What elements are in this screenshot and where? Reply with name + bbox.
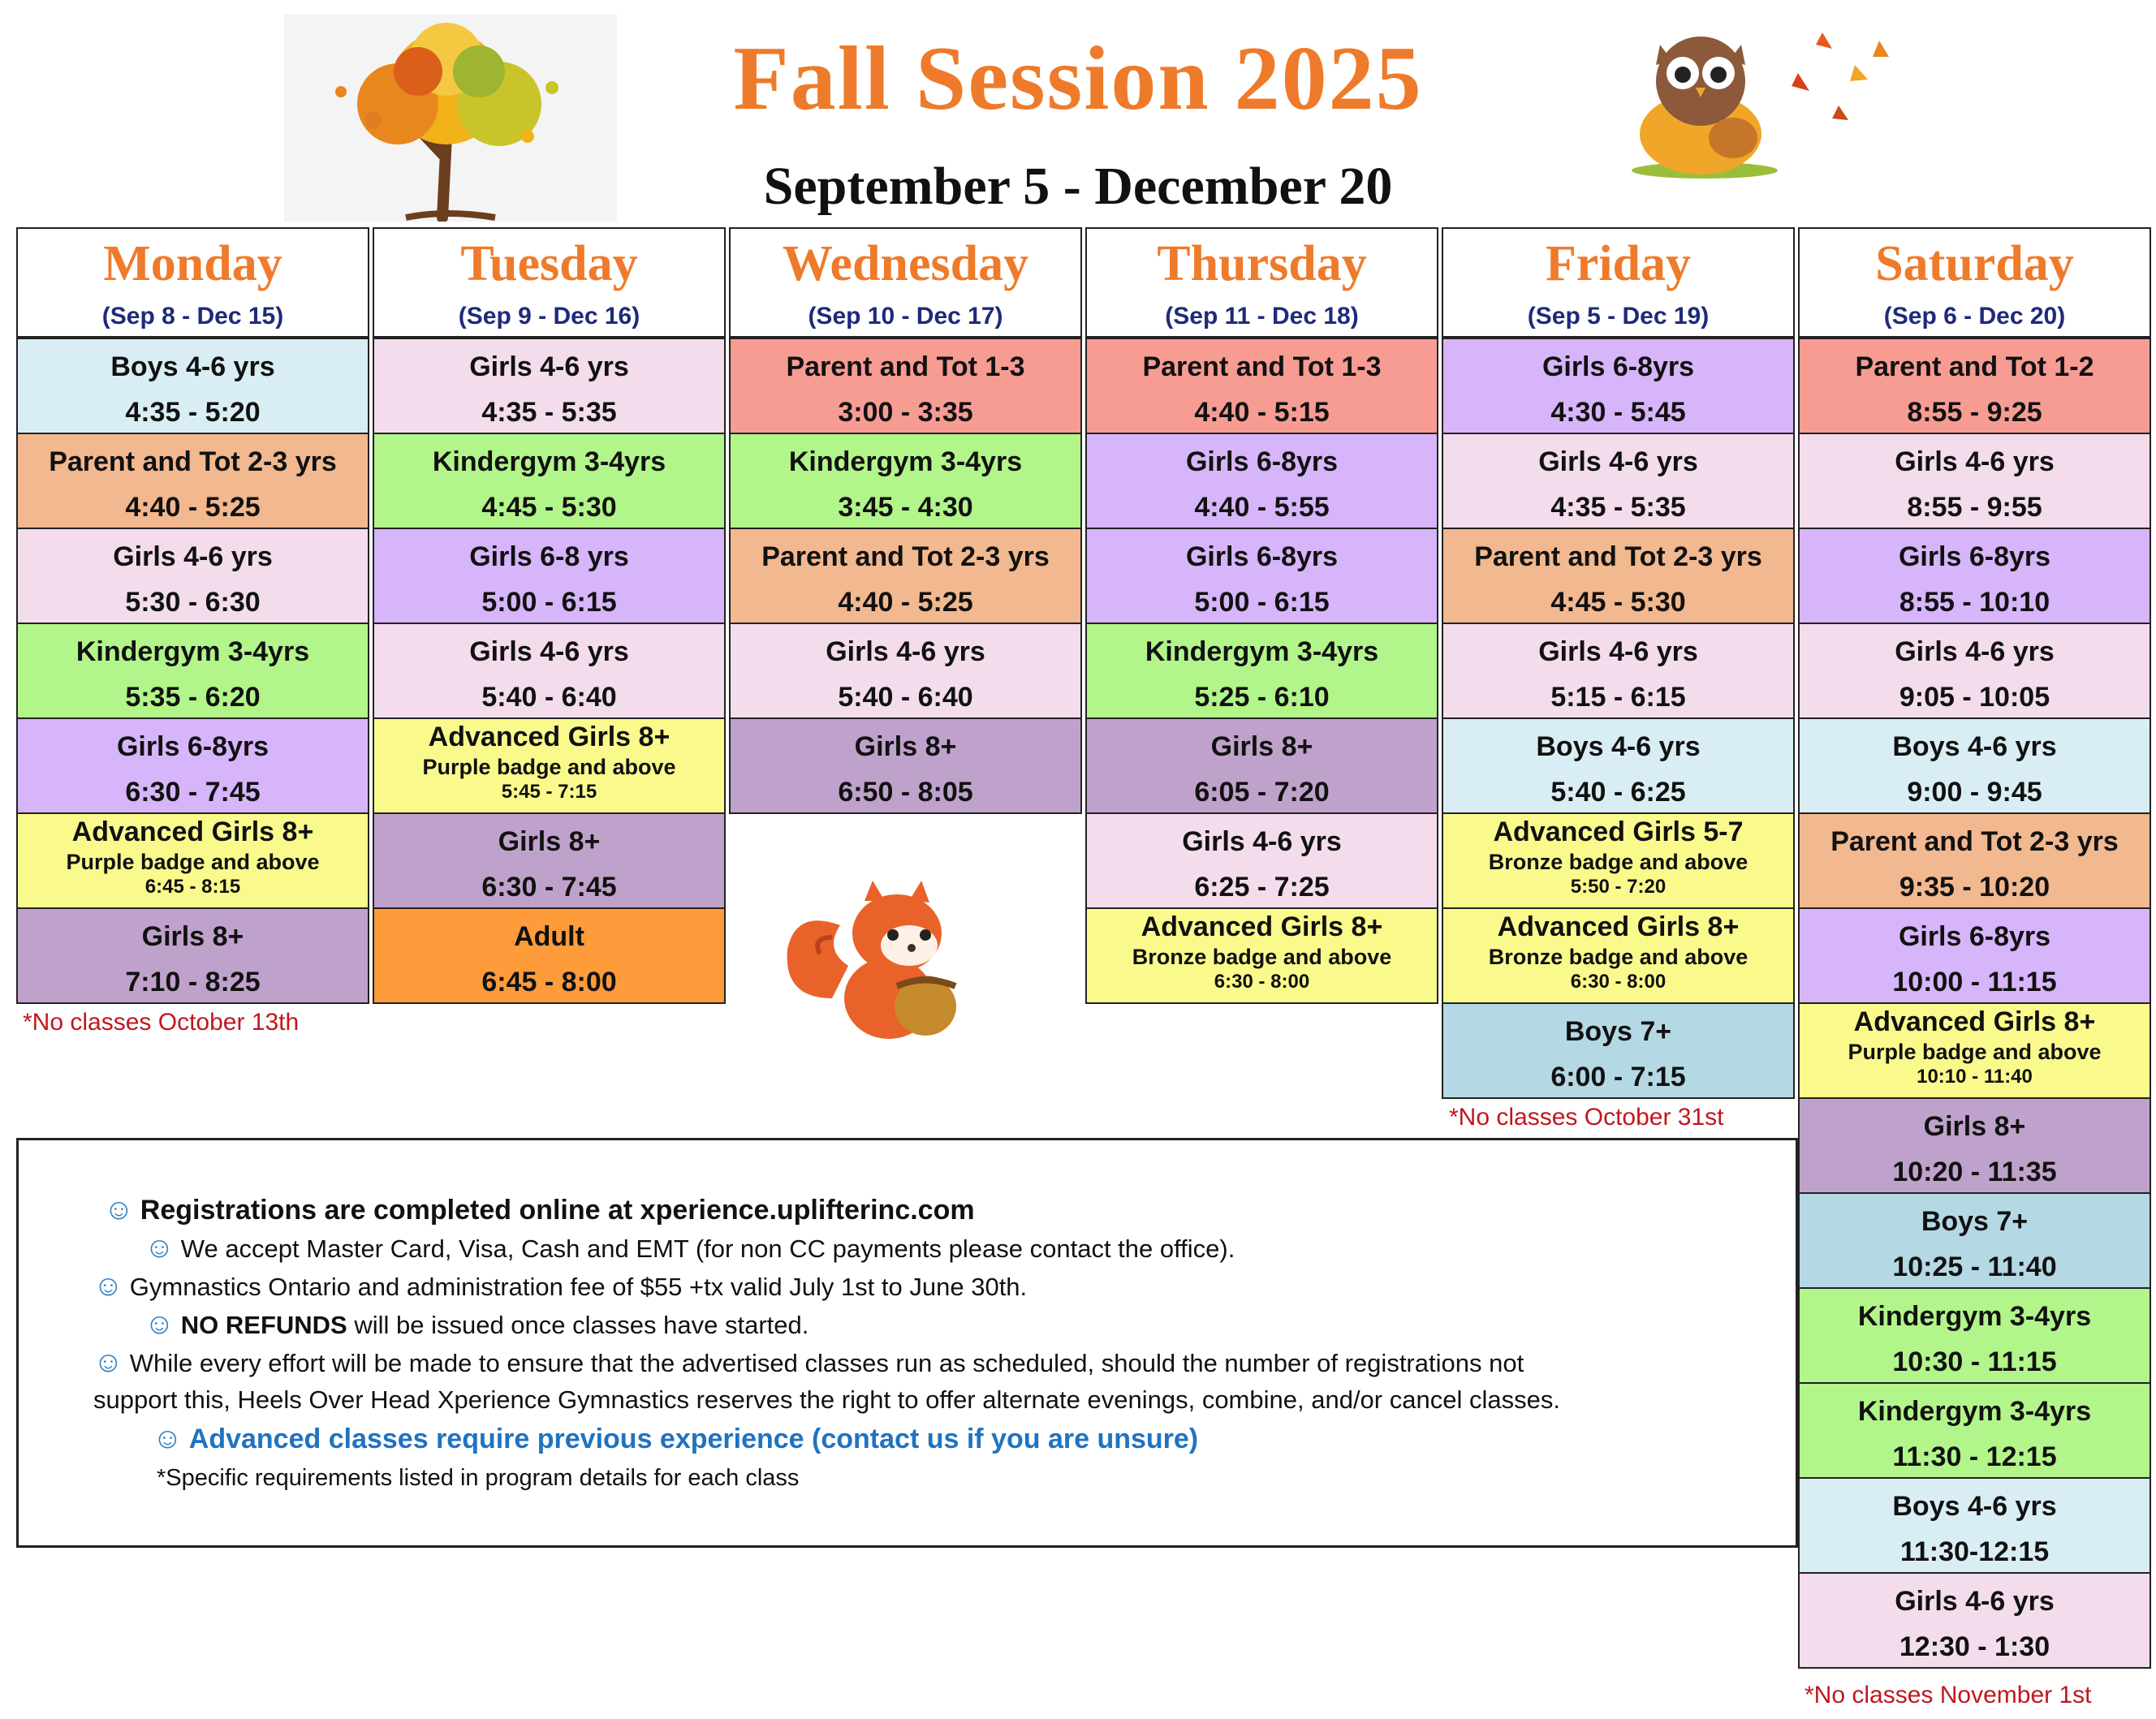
class-requirement: Bronze badge and above <box>1132 945 1392 969</box>
smiley-icon: ☺ <box>153 1421 183 1454</box>
class-name: Advanced Girls 8+ <box>1497 911 1740 942</box>
class-name: Parent and Tot 2-3 yrs <box>1830 826 2119 857</box>
class-time: 10:10 - 11:40 <box>1917 1066 2033 1088</box>
session-dates: September 5 - December 20 <box>763 157 1393 216</box>
class-time: 4:40 - 5:25 <box>838 587 973 618</box>
class-time: 4:35 - 5:20 <box>125 397 261 428</box>
class-time: 5:40 - 6:40 <box>481 682 617 713</box>
class-cell <box>1798 717 2151 814</box>
day-dates: (Sep 8 - Dec 15) <box>101 303 284 330</box>
class-time: 12:30 - 1:30 <box>1899 1631 2050 1662</box>
registration-line: ☺ Registrations are completed online at xperience.uplifterinc.com <box>104 1192 975 1226</box>
class-name: Girls 8+ <box>498 826 601 857</box>
class-time: 9:35 - 10:20 <box>1899 872 2050 903</box>
class-cell <box>16 717 369 814</box>
class-cell <box>1798 1572 2151 1669</box>
class-cell <box>1085 812 1438 909</box>
class-cell <box>1798 1002 2151 1099</box>
class-cell <box>373 812 726 909</box>
class-time: 5:35 - 6:20 <box>125 682 261 713</box>
class-name: Boys 7+ <box>1564 1016 1672 1047</box>
class-requirement: Bronze badge and above <box>1488 850 1749 874</box>
class-name: Advanced Girls 8+ <box>428 722 671 752</box>
class-time: 4:35 - 5:35 <box>1550 492 1686 523</box>
registration-info-box <box>16 1138 1798 1548</box>
class-cell <box>1442 528 1795 624</box>
smiley-icon: ☺ <box>93 1269 123 1302</box>
class-name: Girls 4-6 yrs <box>113 541 273 572</box>
class-name: Girls 4-6 yrs <box>1895 1586 2055 1617</box>
class-time: 10:00 - 11:15 <box>1892 967 2057 997</box>
class-time: 10:25 - 11:40 <box>1892 1252 2057 1282</box>
class-cell <box>1442 433 1795 529</box>
class-name: Parent and Tot 2-3 yrs <box>49 446 337 477</box>
class-cell <box>1085 338 1438 434</box>
owl-pumpkin-illustration <box>1611 16 1920 179</box>
class-requirement: Purple badge and above <box>1848 1040 2102 1064</box>
class-time: 4:40 - 5:15 <box>1194 397 1330 428</box>
class-time: 6:30 - 8:00 <box>1214 971 1310 993</box>
class-cell <box>16 812 369 909</box>
class-cell <box>1442 812 1795 909</box>
class-time: 6:30 - 7:45 <box>125 777 261 808</box>
class-cell <box>16 623 369 719</box>
class-cell <box>1085 907 1438 1004</box>
class-cell <box>729 717 1082 814</box>
class-cell <box>1442 717 1795 814</box>
class-name: Advanced Girls 8+ <box>1853 1006 2096 1037</box>
day-name: Wednesday <box>782 236 1029 291</box>
class-time: 11:30 - 12:15 <box>1892 1441 2057 1472</box>
class-cell <box>16 338 369 434</box>
class-time: 4:45 - 5:30 <box>1550 587 1686 618</box>
day-header-wednesday <box>729 227 1082 338</box>
class-time: 8:55 - 10:10 <box>1899 587 2050 618</box>
class-cell <box>1798 623 2151 719</box>
class-time: 5:50 - 7:20 <box>1570 876 1667 898</box>
class-name: Kindergym 3-4yrs <box>1857 1301 2092 1332</box>
advanced-line: ☺ Advanced classes require previous experience (contact us if you are unsure) <box>153 1421 1199 1454</box>
class-name: Kindergym 3-4yrs <box>75 636 310 667</box>
class-time: 4:30 - 5:45 <box>1550 397 1686 428</box>
class-time: 9:00 - 9:45 <box>1907 777 2042 808</box>
class-time: 6:25 - 7:25 <box>1194 872 1330 903</box>
class-time: 6:05 - 7:20 <box>1194 777 1330 808</box>
autumn-tree-illustration <box>284 15 617 222</box>
class-cell <box>1442 338 1795 434</box>
class-time: 4:35 - 5:35 <box>481 397 617 428</box>
day-header-monday <box>16 227 369 338</box>
class-name: Boys 4-6 yrs <box>1892 731 2057 762</box>
class-cell <box>1798 1097 2151 1194</box>
monday-note: *No classes October 13th <box>23 1009 300 1036</box>
class-name: Parent and Tot 1-3 <box>786 351 1025 382</box>
smiley-icon: ☺ <box>144 1230 175 1264</box>
day-dates: (Sep 11 - Dec 18) <box>1165 303 1359 330</box>
class-time: 9:05 - 10:05 <box>1899 682 2050 713</box>
class-cell <box>373 907 726 1004</box>
class-cell <box>16 528 369 624</box>
class-name: Girls 4-6 yrs <box>1182 826 1342 857</box>
day-name: Tuesday <box>460 236 638 291</box>
smiley-icon: ☺ <box>93 1345 123 1378</box>
class-name: Girls 8+ <box>1210 731 1313 762</box>
class-cell <box>1798 907 2151 1004</box>
disclaimer-line-1: ☺ While every effort will be made to ensure that the advertised classes run as scheduled, should the number of registrations not <box>93 1345 1524 1378</box>
class-cell <box>373 623 726 719</box>
class-time: 5:00 - 6:15 <box>1194 587 1330 618</box>
class-name: Kindergym 3-4yrs <box>432 446 666 477</box>
day-name: Saturday <box>1875 236 2074 291</box>
day-header-friday <box>1442 227 1795 338</box>
class-cell <box>1798 1382 2151 1479</box>
class-cell <box>1085 717 1438 814</box>
smiley-icon: ☺ <box>104 1192 134 1226</box>
class-time: 4:40 - 5:55 <box>1194 492 1330 523</box>
class-time: 5:45 - 7:15 <box>501 781 597 803</box>
disclaimer-line-2: support this, Heels Over Head Xperience Gymnastics reserves the right to offer alternate evenings, combine, and/or cancel classes. <box>93 1385 1560 1414</box>
class-cell <box>1442 907 1795 1004</box>
class-cell <box>1798 812 2151 909</box>
class-time: 5:40 - 6:40 <box>838 682 973 713</box>
class-name: Parent and Tot 1-3 <box>1142 351 1382 382</box>
saturday-note: *No classes November 1st <box>1805 1682 2092 1708</box>
class-cell <box>729 623 1082 719</box>
class-name: Advanced Girls 5-7 <box>1493 816 1744 847</box>
class-name: Girls 6-8yrs <box>1898 541 2051 572</box>
day-dates: (Sep 9 - Dec 16) <box>458 303 640 330</box>
class-cell <box>16 433 369 529</box>
day-dates: (Sep 5 - Dec 19) <box>1527 303 1710 330</box>
class-cell <box>373 433 726 529</box>
class-time: 5:25 - 6:10 <box>1194 682 1330 713</box>
class-name: Adult <box>514 921 584 952</box>
class-time: 10:20 - 11:35 <box>1892 1157 2057 1187</box>
class-name: Girls 6-8 yrs <box>469 541 629 572</box>
class-name: Girls 6-8yrs <box>1185 446 1339 477</box>
class-cell <box>729 528 1082 624</box>
class-name: Girls 6-8yrs <box>1898 921 2051 952</box>
class-cell <box>1085 623 1438 719</box>
class-requirement: Bronze badge and above <box>1488 945 1749 969</box>
class-name: Parent and Tot 1-2 <box>1855 351 2094 382</box>
class-name: Parent and Tot 2-3 yrs <box>1474 541 1762 572</box>
class-cell <box>729 433 1082 529</box>
class-time: 6:00 - 7:15 <box>1550 1062 1686 1092</box>
class-name: Girls 8+ <box>854 731 957 762</box>
class-time: 3:45 - 4:30 <box>838 492 973 523</box>
class-cell <box>373 717 726 814</box>
class-name: Girls 4-6 yrs <box>469 636 629 667</box>
class-cell <box>1085 433 1438 529</box>
class-name: Girls 8+ <box>141 921 244 952</box>
class-name: Boys 4-6 yrs <box>110 351 275 382</box>
class-cell <box>1798 433 2151 529</box>
class-time: 5:40 - 6:25 <box>1550 777 1686 808</box>
class-name: Parent and Tot 2-3 yrs <box>761 541 1050 572</box>
class-time: 6:45 - 8:15 <box>144 876 241 898</box>
day-name: Thursday <box>1157 236 1367 291</box>
class-time: 6:50 - 8:05 <box>838 777 973 808</box>
class-name: Boys 7+ <box>1921 1206 2029 1237</box>
class-name: Girls 4-6 yrs <box>1538 446 1698 477</box>
class-name: Girls 6-8yrs <box>1542 351 1695 382</box>
class-time: 5:30 - 6:30 <box>125 587 261 618</box>
class-time: 11:30-12:15 <box>1899 1536 2050 1567</box>
day-dates: (Sep 10 - Dec 17) <box>808 303 1003 330</box>
day-header-thursday <box>1085 227 1438 338</box>
class-cell <box>373 338 726 434</box>
class-time: 6:30 - 7:45 <box>481 872 617 903</box>
class-requirement: Purple badge and above <box>66 850 320 874</box>
class-name: Girls 6-8yrs <box>116 731 270 762</box>
payment-line: ☺ We accept Master Card, Visa, Cash and EMT (for non CC payments please contact the office). <box>144 1230 1235 1264</box>
class-cell <box>1442 1002 1795 1099</box>
page-title: Fall Session 2025 <box>733 28 1423 129</box>
class-name: Girls 4-6 yrs <box>826 636 985 667</box>
class-cell <box>1798 338 2151 434</box>
class-name: Kindergym 3-4yrs <box>1857 1396 2092 1427</box>
class-name: Kindergym 3-4yrs <box>1145 636 1379 667</box>
class-name: Boys 4-6 yrs <box>1536 731 1701 762</box>
class-time: 5:00 - 6:15 <box>481 587 617 618</box>
class-cell <box>729 338 1082 434</box>
class-cell <box>1798 1287 2151 1384</box>
day-header-saturday <box>1798 227 2151 338</box>
class-cell <box>1798 1477 2151 1574</box>
class-cell <box>1085 528 1438 624</box>
class-time: 6:30 - 8:00 <box>1570 971 1667 993</box>
fee-line: ☺ Gymnastics Ontario and administration fee of $55 +tx valid July 1st to June 30th. <box>93 1269 1028 1302</box>
class-name: Girls 4-6 yrs <box>1538 636 1698 667</box>
class-name: Girls 4-6 yrs <box>1895 446 2055 477</box>
refund-line: ☺ NO REFUNDS will be issued once classes have started. <box>144 1307 809 1340</box>
class-cell <box>1798 1192 2151 1289</box>
class-name: Kindergym 3-4yrs <box>788 446 1023 477</box>
day-name: Monday <box>103 236 282 291</box>
class-name: Advanced Girls 8+ <box>1141 911 1383 942</box>
class-time: 4:40 - 5:25 <box>125 492 261 523</box>
class-cell <box>1798 528 2151 624</box>
class-cell <box>16 907 369 1004</box>
class-requirement: Purple badge and above <box>422 755 676 779</box>
class-time: 10:30 - 11:15 <box>1892 1346 2057 1377</box>
class-time: 8:55 - 9:55 <box>1907 492 2042 523</box>
class-name: Boys 4-6 yrs <box>1892 1491 2057 1522</box>
smiley-icon: ☺ <box>144 1307 175 1340</box>
day-name: Friday <box>1545 236 1692 291</box>
class-name: Girls 4-6 yrs <box>469 351 629 382</box>
squirrel-illustration <box>775 877 1011 1047</box>
class-cell <box>1442 623 1795 719</box>
class-name: Girls 4-6 yrs <box>1895 636 2055 667</box>
class-time: 5:15 - 6:15 <box>1550 682 1686 713</box>
day-header-tuesday <box>373 227 726 338</box>
class-time: 3:00 - 3:35 <box>838 397 973 428</box>
class-cell <box>373 528 726 624</box>
day-dates: (Sep 6 - Dec 20) <box>1883 303 2066 330</box>
friday-note: *No classes October 31st <box>1449 1104 1724 1131</box>
class-name: Advanced Girls 8+ <box>71 816 314 847</box>
class-name: Girls 6-8yrs <box>1185 541 1339 572</box>
class-time: 4:45 - 5:30 <box>481 492 617 523</box>
class-time: 8:55 - 9:25 <box>1907 397 2042 428</box>
class-time: 6:45 - 8:00 <box>481 967 617 997</box>
requirements-line: *Specific requirements listed in program details for each class <box>157 1465 800 1491</box>
class-name: Girls 8+ <box>1923 1111 2026 1142</box>
class-time: 7:10 - 8:25 <box>125 967 261 997</box>
